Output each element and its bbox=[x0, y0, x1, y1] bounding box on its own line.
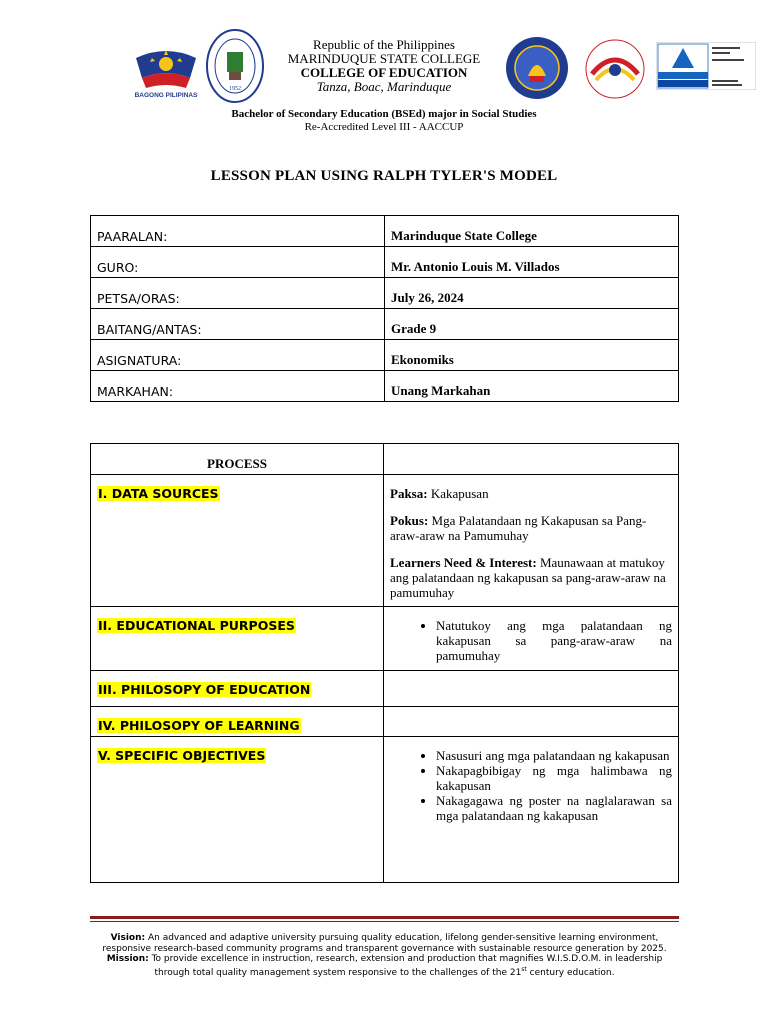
info-row bbox=[91, 371, 679, 402]
accreditation-line: Re-Accredited Level III - AACCUP bbox=[304, 121, 464, 133]
paksa-value: Kakapusan bbox=[427, 486, 489, 501]
philosophy-learning-label: IV. PHILOSOPY OF LEARNING bbox=[98, 718, 300, 733]
country-line: Republic of the Philippines bbox=[313, 37, 455, 52]
specific-objectives-row bbox=[91, 737, 679, 883]
process-header-row bbox=[91, 444, 679, 475]
info-label: BAITANG/ANTAS: bbox=[91, 309, 385, 340]
info-label: GURO: bbox=[91, 247, 385, 278]
needs-label: Learners Need & Interest: bbox=[390, 555, 537, 570]
info-row bbox=[91, 309, 679, 340]
info-label: ASIGNATURA: bbox=[91, 340, 385, 371]
vision-label: Vision: bbox=[110, 933, 146, 943]
list-item: • Natutukoy ang mga palatandaan ng kakapusan sa pang-araw-araw na pamumuhay bbox=[436, 618, 672, 663]
philosophy-education-label: III. PHILOSOPY OF EDUCATION bbox=[98, 682, 311, 697]
mission-statement bbox=[92, 954, 677, 978]
educational-purposes-row bbox=[91, 607, 679, 671]
info-value: Unang Markahan bbox=[385, 371, 679, 402]
address-line: Tanza, Boac, Marinduque bbox=[316, 79, 452, 94]
philosophy-education-content bbox=[384, 671, 679, 707]
document-title: LESSON PLAN USING RALPH TYLER'S MODEL bbox=[210, 168, 558, 184]
data-sources-row bbox=[91, 475, 679, 607]
vision-text: An advanced and adaptive university pursuing quality education, lifelong gender-sensitive learning environment, responsive research-based community programs and transparent governance with sustainable resource generation by 2025. bbox=[102, 933, 667, 954]
data-sources-label: I. DATA SOURCES bbox=[98, 486, 219, 501]
pokus-line bbox=[390, 513, 672, 543]
college-name: COLLEGE OF EDUCATION bbox=[300, 65, 468, 80]
specific-objectives-content bbox=[384, 737, 679, 883]
specific-objectives-cell bbox=[91, 737, 384, 883]
info-row bbox=[91, 247, 679, 278]
list-item: • Nasusuri ang mga palatandaan ng kakapusan bbox=[436, 748, 672, 763]
pokus-value: Mga Palatandaan ng Kakapusan sa Pang-araw-araw na Pamumuhay bbox=[390, 513, 647, 543]
specific-objectives-list bbox=[390, 748, 672, 823]
specific-objectives-label: V. SPECIFIC OBJECTIVES bbox=[98, 748, 266, 763]
mission-text-end: century education. bbox=[526, 967, 615, 978]
info-value: July 26, 2024 bbox=[385, 278, 679, 309]
data-sources-cell bbox=[91, 475, 384, 607]
quality-award-logo bbox=[582, 38, 648, 100]
vision-statement bbox=[92, 933, 677, 954]
philosophy-education-cell bbox=[91, 671, 384, 707]
info-label: MARKAHAN: bbox=[91, 371, 385, 402]
footer-rule bbox=[90, 916, 679, 919]
svg-text:1952: 1952 bbox=[229, 86, 241, 92]
educational-purposes-list bbox=[390, 618, 672, 663]
philosophy-learning-cell bbox=[91, 707, 384, 737]
process-header: PROCESS bbox=[91, 444, 384, 475]
program-line: Bachelor of Secondary Education (BSEd) major in Social Studies bbox=[231, 108, 537, 120]
tuv-certified-logo bbox=[656, 42, 756, 90]
list-item: • Nakapagbibigay ng mga halimbawa ng kakapusan bbox=[436, 763, 672, 793]
mission-text: To provide excellence in instruction, research, extension and production that magnifies W.I.S.D.O.M. in leadership through total quality management system responsive to the challenges of the 21 bbox=[148, 954, 663, 978]
data-sources-content bbox=[384, 475, 679, 607]
info-row bbox=[91, 278, 679, 309]
needs-line bbox=[390, 555, 672, 600]
letterhead bbox=[250, 38, 518, 94]
bagong-pilipinas-logo bbox=[128, 38, 204, 100]
info-value: Marinduque State College bbox=[385, 216, 679, 247]
program-block bbox=[120, 108, 648, 134]
paksa-line bbox=[390, 486, 672, 501]
process-header-empty bbox=[384, 444, 679, 475]
list-item: • Nakagagawa ng poster na naglalarawan sa mga palatandaan ng kakapusan bbox=[436, 793, 672, 823]
footer-rule-thin bbox=[90, 921, 679, 922]
mission-label: Mission: bbox=[106, 954, 149, 965]
info-label: PETSA/ORAS: bbox=[91, 278, 385, 309]
philosophy-learning-content bbox=[384, 707, 679, 737]
mission-sup: st bbox=[521, 965, 527, 973]
educational-purposes-cell bbox=[91, 607, 384, 671]
svg-text:BAGONG PILIPINAS: BAGONG PILIPINAS bbox=[134, 92, 198, 99]
institution-name: MARINDUQUE STATE COLLEGE bbox=[287, 51, 481, 66]
philosophy-education-row bbox=[91, 671, 679, 707]
educational-purposes-content bbox=[384, 607, 679, 671]
info-value: Grade 9 bbox=[385, 309, 679, 340]
pokus-label: Pokus: bbox=[390, 513, 429, 528]
info-label: PAARALAN: bbox=[91, 216, 385, 247]
info-value: Mr. Antonio Louis M. Villados bbox=[385, 247, 679, 278]
info-table bbox=[90, 215, 679, 402]
process-table bbox=[90, 443, 679, 883]
paksa-label: Paksa: bbox=[390, 486, 428, 501]
educational-purposes-label: II. EDUCATIONAL PURPOSES bbox=[98, 618, 295, 633]
philosophy-learning-row bbox=[91, 707, 679, 737]
footer bbox=[92, 933, 677, 978]
needs-value: Maunawaan at matukoy ang palatandaan ng kakapusan sa pang-araw-araw na pamumuhay bbox=[390, 555, 666, 600]
info-value: Ekonomiks bbox=[385, 340, 679, 371]
info-row bbox=[91, 216, 679, 247]
info-row bbox=[91, 340, 679, 371]
